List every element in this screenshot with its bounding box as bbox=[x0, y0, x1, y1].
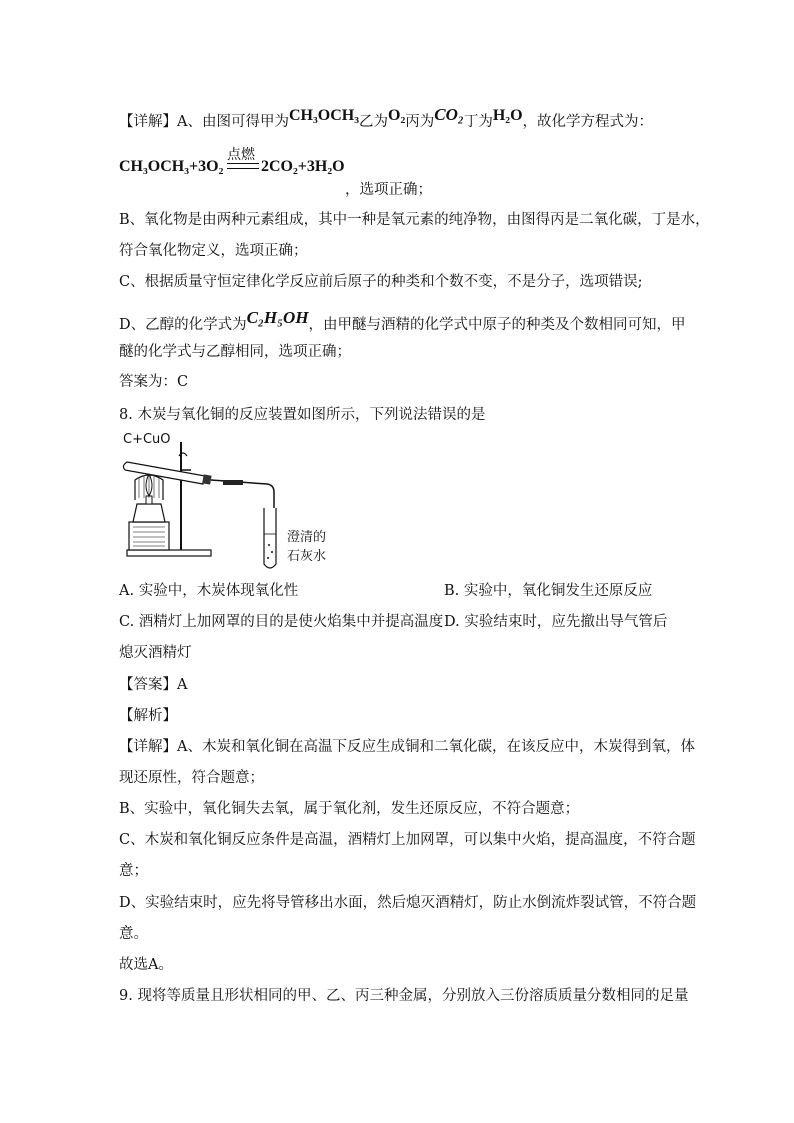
formula-yi: O₂ bbox=[388, 107, 406, 124]
q7-answer: 答案为：C bbox=[119, 374, 189, 390]
q8-analysis-heading: 【解析】 bbox=[119, 708, 177, 724]
rubber-tube bbox=[223, 480, 243, 485]
q8-detail-c-line-1: C、木炭和氧化铜反应条件是高温，酒精灯上加网罩，可以集中火焰，提高温度，不符合题 bbox=[119, 832, 696, 848]
chemical-equation bbox=[119, 146, 359, 180]
formula-bing: CO₂ bbox=[434, 105, 464, 124]
q7-detail-line-1 bbox=[119, 105, 654, 132]
q8-detail-d-line-1: D、实验结束时，应先将导管移出水面，然后熄灭酒精灯，防止水倒流炸裂试管，不符合题 bbox=[119, 895, 697, 911]
label-bing: 丙为 bbox=[405, 114, 435, 130]
q8-detail-a-line-1: 【详解】A、木炭和氧化铜在高温下反应生成铜和二氧化碳，在该反应中，木炭得到氧，体 bbox=[119, 739, 695, 755]
tube-label: C+CuO bbox=[123, 432, 171, 447]
q7-option-d-line-2: 醚的化学式与乙醇相同，选项正确； bbox=[119, 344, 351, 360]
equation-lhs: CH₃OCH₃+3O₂ bbox=[119, 158, 224, 175]
q8-answer-heading: 【答案】A bbox=[119, 677, 188, 693]
label-ding: 丁为 bbox=[463, 114, 493, 130]
q7-option-b-line-2: 符合氧化物定义，选项正确； bbox=[119, 243, 308, 259]
q8-option-c: C. 酒精灯上加网罩的目的是使火焰集中并提高温度 bbox=[119, 614, 444, 630]
q7-option-b-line-1: B、氧化物是由两种元素组成，其中一种是氧元素的纯净物，由图得丙是二氧化碳，丁是水， bbox=[119, 212, 710, 228]
q7-detail-suffix: ，故化学方程式为： bbox=[522, 114, 654, 130]
limewater-tube bbox=[264, 508, 276, 568]
stopper bbox=[202, 474, 211, 484]
apparatus-figure bbox=[119, 430, 344, 575]
q8-option-a: A. 实验中，木炭体现氧化性 bbox=[119, 583, 299, 599]
q8-detail-a-line-2: 现还原性，符合题意； bbox=[119, 770, 264, 786]
q9-stem: 9. 现将等质量且形状相同的甲、乙、丙三种金属，分别放入三份溶质质量分数相同的足量 bbox=[119, 988, 689, 1004]
q8-conclusion: 故选A。 bbox=[119, 957, 173, 973]
limewater-label-1: 澄清的 bbox=[287, 530, 327, 545]
limewater-label-2: 石灰水 bbox=[287, 549, 327, 564]
q8-detail-c-line-2: 意； bbox=[119, 863, 148, 879]
q8-option-b: B. 实验中，氧化铜发生还原反应 bbox=[444, 583, 653, 599]
equation-suffix: ，选项正确； bbox=[345, 182, 432, 198]
equation-equals-sign bbox=[227, 163, 259, 169]
q8-option-d-part-2: 熄灭酒精灯 bbox=[119, 645, 192, 661]
equation-condition: 点燃 bbox=[227, 147, 255, 163]
ethanol-formula: C₂H₅OH bbox=[246, 308, 309, 327]
q8-option-d-part-1: D. 实验结束时，应先撤出导气管后 bbox=[444, 614, 668, 630]
q8-detail-b: B、实验中，氧化铜失去氧，属于氧化剂，发生还原反应，不符合题意； bbox=[119, 801, 580, 817]
q8-detail-d-line-2: 意。 bbox=[119, 926, 148, 942]
label-yi: 乙为 bbox=[359, 114, 389, 130]
q7-option-c-line: C、根据质量守恒定律化学反应前后原子的种类和个数不变，不是分子，选项错误; bbox=[119, 274, 643, 290]
q7-option-d-line-1 bbox=[119, 308, 686, 335]
equation-rhs: 2CO₂+3H₂O bbox=[261, 158, 345, 175]
q7-detail-prefix: 【详解】A、由图可得甲为 bbox=[119, 114, 289, 130]
formula-ding: H₂O bbox=[492, 107, 523, 124]
apparatus-diagram bbox=[119, 430, 344, 575]
test-tube bbox=[123, 462, 205, 484]
formula-jia: CH₃OCH₃ bbox=[288, 107, 360, 124]
q7-d-suffix: ，由甲醚与酒精的化学式中原子的种类及个数相同可知，甲 bbox=[308, 317, 686, 333]
q7-d-prefix: D、乙醇的化学式为 bbox=[119, 317, 247, 333]
stand-base bbox=[127, 550, 211, 556]
q8-stem: 8. 木炭与氧化铜的反应装置如图所示，下列说法错误的是 bbox=[119, 407, 486, 423]
alcohol-lamp bbox=[133, 504, 165, 522]
